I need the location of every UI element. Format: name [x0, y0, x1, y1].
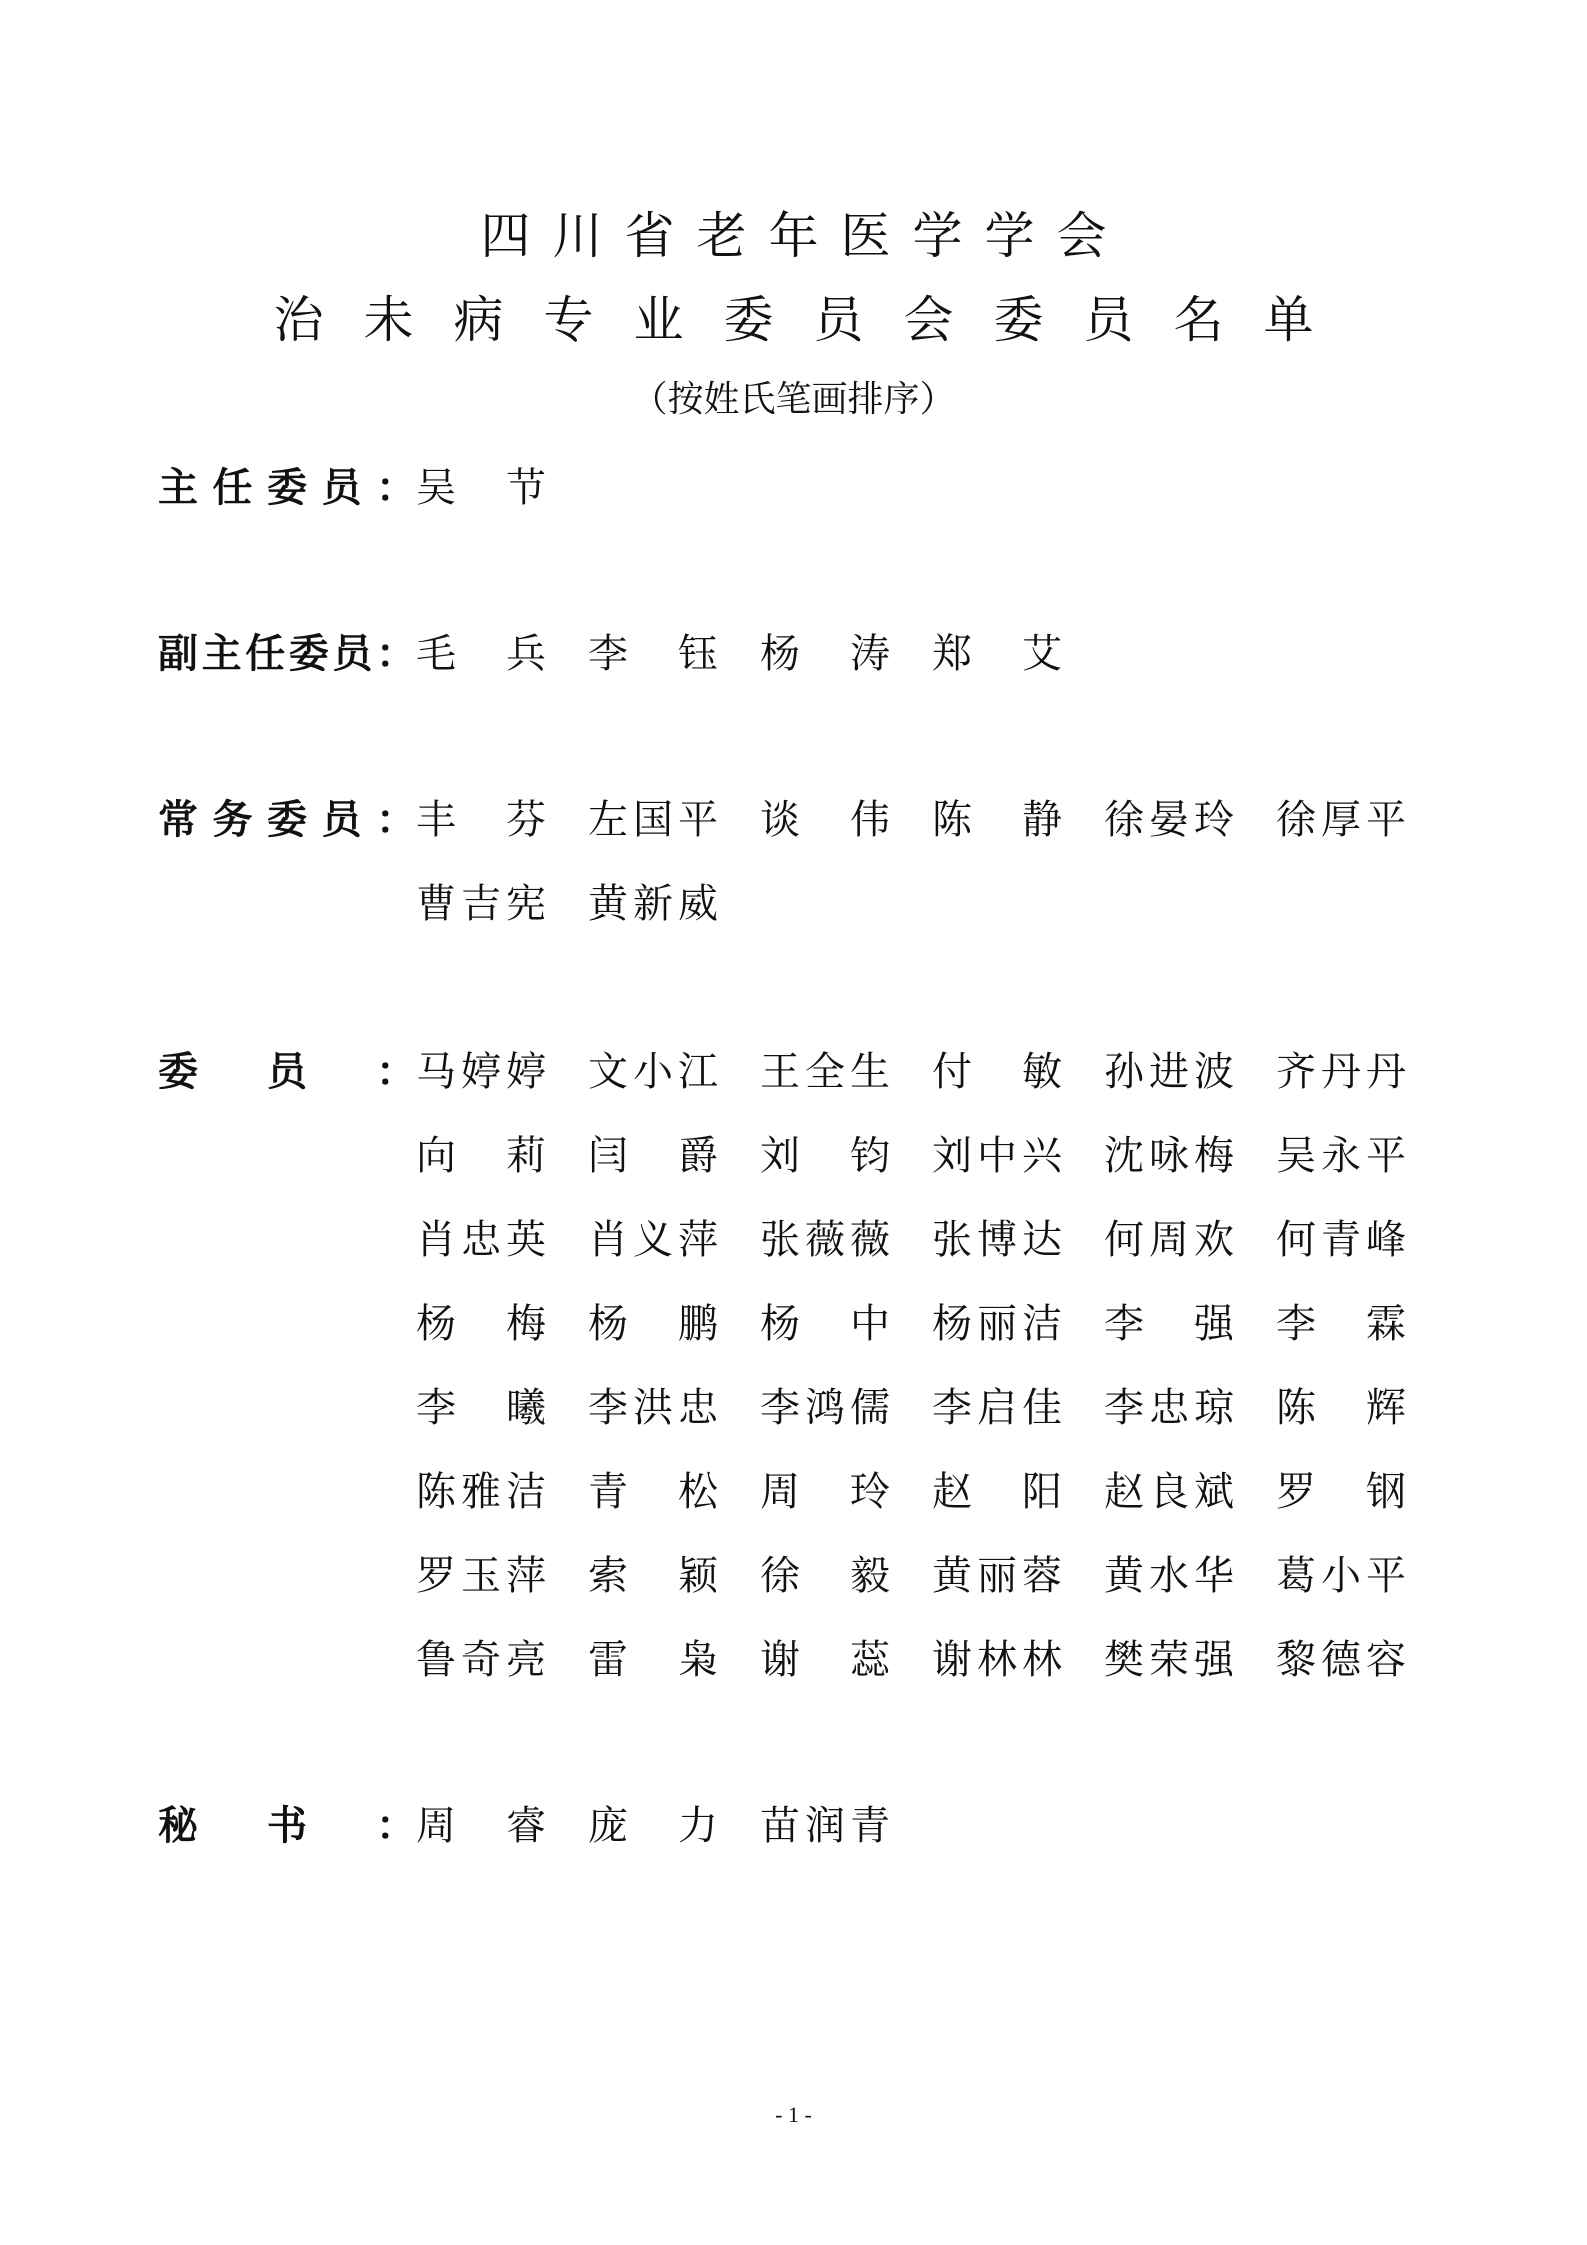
member-name: 樊 荣 强 [1104, 1637, 1234, 1683]
member-name: 谢 林 林 [932, 1637, 1062, 1683]
member-name: 徐 晏 玲 [1104, 797, 1234, 843]
member-name: 赵 良 斌 [1104, 1469, 1234, 1515]
member-name: 青 松 [588, 1469, 718, 1515]
member-name: 王 全 生 [760, 1049, 890, 1095]
member-name: 肖 义 萍 [588, 1217, 718, 1263]
member-name: 杨 梅 [416, 1301, 546, 1347]
member-name: 张 薇 薇 [760, 1217, 890, 1263]
member-name: 杨 涛 [760, 631, 890, 677]
member-name: 黄 丽 蓉 [932, 1553, 1062, 1599]
member-name: 杨 中 [760, 1301, 890, 1347]
member-name: 曹 吉 宪 [416, 881, 546, 927]
member-name: 谢 蕊 [760, 1637, 890, 1683]
member-name: 郑 艾 [932, 631, 1062, 677]
member-name: 谈 伟 [760, 797, 890, 843]
member-name: 刘 钧 [760, 1133, 890, 1179]
member-name: 李 启 佳 [932, 1385, 1062, 1431]
member-name: 陈 辉 [1276, 1385, 1406, 1431]
member-name: 孙 进 波 [1104, 1049, 1234, 1095]
member-name: 左 国 平 [588, 797, 718, 843]
member-name: 黎 德 容 [1276, 1637, 1406, 1683]
name-list-members [416, 1046, 1448, 1718]
member-name: 赵 阳 [932, 1469, 1062, 1515]
member-name: 吴 节 [416, 465, 546, 511]
committee-title: 治未病专业委员会委员名单 [273, 291, 1354, 349]
sort-note: （按姓氏笔画排序） [631, 379, 956, 420]
member-name: 闫 爵 [588, 1133, 718, 1179]
section-label-secretary: 秘 书 ： [158, 1802, 416, 1849]
member-name: 杨 丽 洁 [932, 1301, 1062, 1347]
member-name: 徐 厚 平 [1276, 797, 1406, 843]
member-name: 周 睿 [416, 1803, 546, 1849]
member-name: 索 颖 [588, 1553, 718, 1599]
section-label-chair: 主 任 委 员 ： [158, 464, 416, 511]
name-list-chair [416, 462, 1448, 546]
member-name: 丰 芬 [416, 797, 546, 843]
member-name: 葛 小 平 [1276, 1553, 1406, 1599]
member-name: 庞 力 [588, 1803, 718, 1849]
member-name: 雷 枭 [588, 1637, 718, 1683]
member-name: 罗 钢 [1276, 1469, 1406, 1515]
member-name: 向 莉 [416, 1133, 546, 1179]
name-list-standing [416, 794, 1448, 962]
member-name: 张 博 达 [932, 1217, 1062, 1263]
member-name: 沈 咏 梅 [1104, 1133, 1234, 1179]
member-name: 何 周 欢 [1104, 1217, 1234, 1263]
member-name: 罗 玉 萍 [416, 1553, 546, 1599]
member-name: 毛 兵 [416, 631, 546, 677]
member-name: 刘 中 兴 [932, 1133, 1062, 1179]
member-name: 李 强 [1104, 1301, 1234, 1347]
section-label-members: 委 员 ： [158, 1048, 416, 1095]
member-name: 肖 忠 英 [416, 1217, 546, 1263]
section-label-vice-chair: 副 主 任 委 员 ： [158, 630, 416, 677]
page-number: - 1 - [775, 2102, 812, 2127]
member-name: 黄 水 华 [1104, 1553, 1234, 1599]
name-list-secretary [416, 1800, 1448, 1884]
member-name: 齐 丹 丹 [1276, 1049, 1406, 1095]
member-name: 陈 雅 洁 [416, 1469, 546, 1515]
section-label-standing: 常 务 委 员 ： [158, 796, 416, 843]
member-name: 李 霖 [1276, 1301, 1406, 1347]
member-name: 付 敏 [932, 1049, 1062, 1095]
member-name: 马 婷 婷 [416, 1049, 546, 1095]
member-name: 苗 润 青 [760, 1803, 890, 1849]
member-name: 吴 永 平 [1276, 1133, 1406, 1179]
member-name: 何 青 峰 [1276, 1217, 1406, 1263]
member-name: 李 钰 [588, 631, 718, 677]
member-name: 李 曦 [416, 1385, 546, 1431]
member-name: 李 忠 琼 [1104, 1385, 1234, 1431]
member-name: 文 小 江 [588, 1049, 718, 1095]
member-name: 徐 毅 [760, 1553, 890, 1599]
member-name: 陈 静 [932, 797, 1062, 843]
member-name: 李 鸿 儒 [760, 1385, 890, 1431]
org-title: 四川省老年医学学会 [480, 207, 1129, 265]
member-name: 李 洪 忠 [588, 1385, 718, 1431]
member-name: 鲁 奇 亮 [416, 1637, 546, 1683]
name-list-vice-chair [416, 628, 1448, 712]
member-name: 周 玲 [760, 1469, 890, 1515]
member-name: 杨 鹏 [588, 1301, 718, 1347]
member-name: 黄 新 威 [588, 881, 718, 927]
